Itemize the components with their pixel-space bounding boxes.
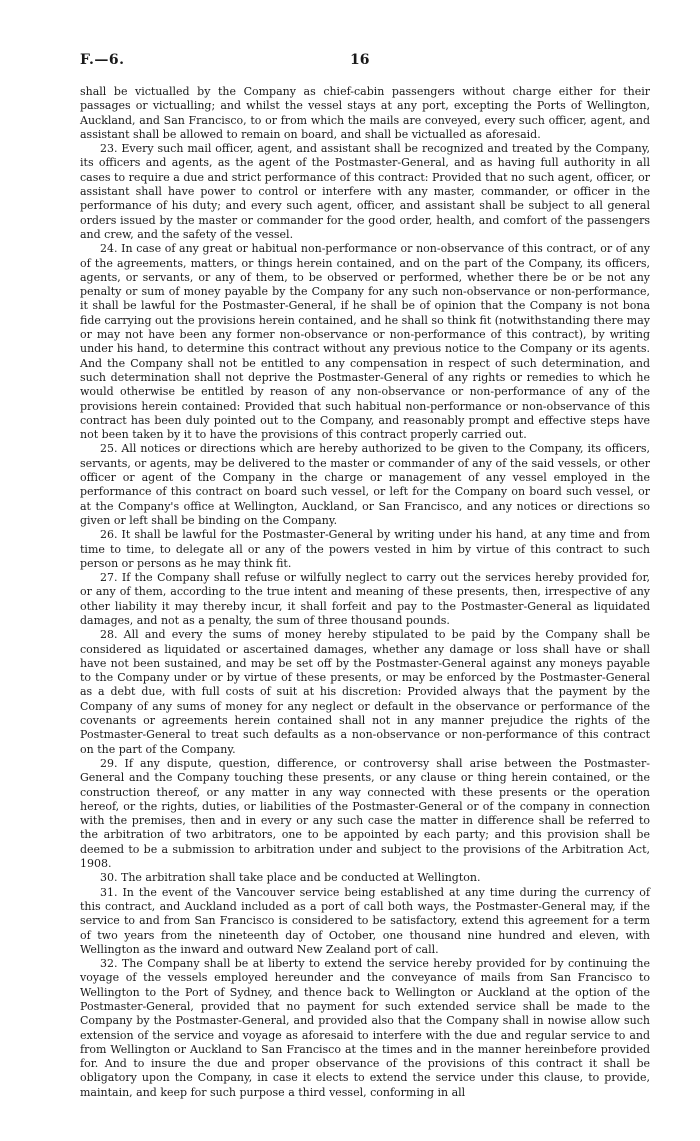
body-text [80, 85, 650, 1100]
paragraph-32: 32. The Company shall be at liberty to extend the service hereby provided for by continuing the voyage of the vessels employed hereunder and the conveyance of mails from San Francisco to Wellington to the Port of Sydney, and thence back to Wellington or Auckland at the option of the Postmaster-General, provided that no payment for such extended service shall be made to the Company by the Postmaster-General, and provided also that the Company shall in nowise allow such extension of the service and voyage as aforesaid to interfere with the due and regular service to and from Wellington or Auckland to San Francisco at the times and in the manner hereinbefore provided for. And to insure the due and proper observance of the provisions of this contract it shall be obligatory upon the Company, in case it elects to extend the service under this clause, to provide, maintain, and keep for such purpose a third vessel, conforming in all [80, 957, 650, 1099]
paragraph-24: 24. In case of any great or habitual non-performance or non-observance of this contract, or of any of the agreements, matters, or things herein contained, and on the part of the Company, its officers, agents, or servants, or any of them, to be observed or performed, whether there be or be not any penalty or sum of money payable by the Company for any such non-observance or non-performance, it shall be lawful for the Postmaster-General, if he shall be of opinion that the Company is not bona fide carrying out the provisions herein contained, and he shall so think fit (notwithstanding there may or may not have been any former non-observance or non-performance of this contract), by writing under his hand, to determine this contract without any previous notice to the Company or its agents. And the Company shall not be entitled to any compensation in respect of such determination, and such determination shall not deprive the Postmaster-General of any rights or remedies to which he would otherwise be entitled by reason of any non-observance or non-performance of any of the provisions herein contained: Provided that such habitual non-performance or non-observance of this contract has been duly pointed out to the Company, and reasonably prompt and effective steps have not been taken by it to have the provisions of this contract properly carried out. [80, 242, 650, 442]
page-header [80, 52, 650, 72]
paragraph-26: 26. It shall be lawful for the Postmaster-General by writing under his hand, at any time and from time to time, to delegate all or any of the powers vested in him by virtue of this contract to such person or persons as he may think fit. [80, 528, 650, 570]
document-reference: F.—6. [80, 52, 125, 68]
paragraph-30: 30. The arbitration shall take place and be conducted at Wellington. [100, 871, 481, 885]
paragraph-27: 27. If the Company shall refuse or wilfully neglect to carry out the services hereby provided for, or any of them, according to the true intent and meaning of these presents, then, irrespective of any other liability it may thereby incur, it shall forfeit and pay to the Postmaster-General as liquidated damages, and not as a penalty, the sum of three thousand pounds. [80, 571, 650, 627]
paragraph-22-continued: shall be victualled by the Company as chief-cabin passengers without charge either for their passages or victualling; and whilst the vessel stays at any port, excepting the Ports of Wellington, Auckland, and San Francisco, to or from which the mails are conveyed, every such officer, agent, and assistant shall be allowed to remain on board, and shall be victualled as aforesaid. [80, 85, 650, 141]
paragraph-28: 28. All and every the sums of money hereby stipulated to be paid by the Company shall be considered as liquidated or ascertained damages, whether any damage or loss shall have or shall have not been sustained, and may be set off by the Postmaster-General against any moneys payable to the Company under or by virtue of these presents, or may be enforced by the Postmaster-General as a debt due, with full costs of suit at his discretion: Provided always that the payment by the Company of any sums of money for any neglect or default in the observance or performance of the covenants or agreements herein contained shall not in any manner prejudice the rights of the Postmaster-General to treat such defaults as a non-observance or non-performance of this contract on the part of the Company. [80, 628, 650, 756]
paragraph-29: 29. If any dispute, question, difference, or controversy shall arise between the Postmaster-General and the Company touching these presents, or any clause or thing herein contained, or the construction thereof, or any matter in any way connected with these presents or the operation hereof, or the rights, duties, or liabilities of the Postmaster-General or of the company in connection with the premises, then and in every or any such case the matter in difference shall be referred to the arbitration of two arbitrators, one to be appointed by each party; and this provision shall be deemed to be a submission to arbitration under and subject to the provisions of the Arbitration Act, 1908. [80, 756, 650, 871]
paragraph-25: 25. All notices or directions which are hereby authorized to be given to the Company, its officers, servants, or agents, may be delivered to the master or commander of any of the said vessels, or other officer or agent of the Company in the charge or management of any vessel employed in the performance of this contract on board such vessel, or left for the Company on board such vessel, or at the Company's office at Wellington, Auckland, or San Francisco, and any notices or directions so given or left shall be binding on the Company. [80, 442, 650, 527]
page-number: 16 [350, 52, 370, 68]
paragraph-31: 31. In the event of the Vancouver service being established at any time during the currency of this contract, and Auckland included as a port of call both ways, the Postmaster-General may, if the service to and from San Francisco is considered to be satisfactory, extend this agreement for a term of two years from the nineteenth day of October, one thousand nine hundred and eleven, with Wellington as the inward and outward New Zealand port of call. [80, 885, 650, 956]
paragraph-23: 23. Every such mail officer, agent, and assistant shall be recognized and treated by the Company, its officers and agents, as the agent of the Postmaster-General, and as having full authority in all cases to require a due and strict performance of this contract: Provided that no such agent, officer, or assistant shall have power to control or interfere with any master, commander, or officer in the performance of his duty; and every such agent, officer, and assistant shall be subject to all general orders issued by the master or commander for the good order, health, and comfort of the passengers and crew, and the safety of the vessel. [80, 142, 650, 241]
